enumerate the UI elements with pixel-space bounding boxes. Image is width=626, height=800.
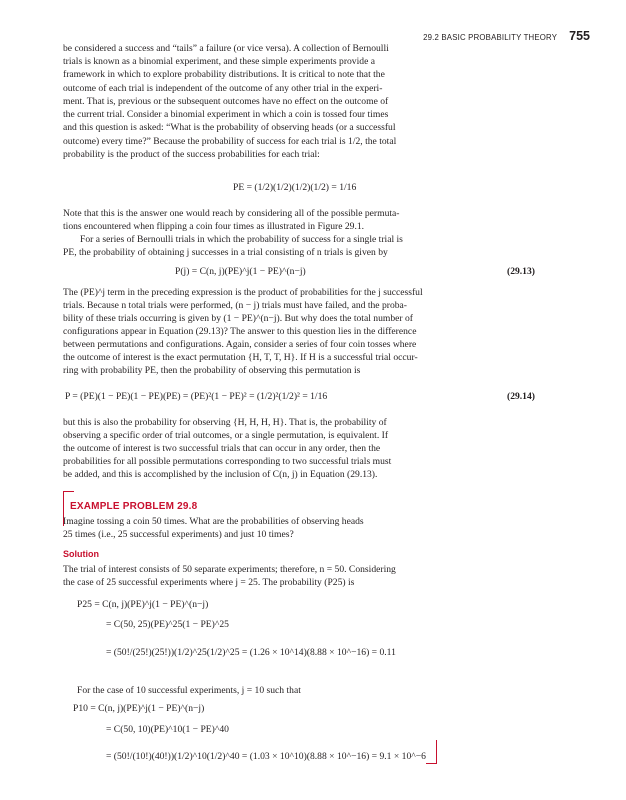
p10-step: = C(50, 10)(PE)^10(1 − PE)^40 bbox=[106, 724, 229, 735]
intro-line: outcome of each trial is independent of the outcome of any other trial in the experi- bbox=[63, 83, 383, 94]
p25-step: P25 = C(n, j)(PE)^j(1 − PE)^(n−j) bbox=[77, 599, 209, 610]
para2-line: The (PE)^j term in the preceding expression is the product of probabilities for the j successful bbox=[63, 287, 423, 298]
mid-line: Note that this is the answer one would reach by considering all of the possible permuta- bbox=[63, 208, 400, 219]
para3-line: observing a specific order of trial outcomes, or a single permutation, is equivalent. If bbox=[63, 430, 389, 441]
equation-29-14: P = (PE)(1 − PE)(1 − PE)(PE) = (PE)²(1 − PE)² = (1/2)²(1/2)² = 1/16 bbox=[65, 391, 328, 402]
para2-line: trials. Because n total trials were performed, (n − j) trials must have failed, and the proba- bbox=[63, 300, 408, 311]
question-line: Imagine tossing a coin 50 times. What are the probabilities of observing heads bbox=[63, 516, 364, 527]
para2-line: between permutations and configurations. Again, consider a series of four coin tosses where bbox=[63, 339, 417, 350]
question-line: 25 times (i.e., 25 successful experiments) and just 10 times? bbox=[63, 529, 294, 540]
intro-line: framework in which to explore probability distributions. It is critical to note that the bbox=[63, 69, 385, 80]
para2-line: the outcome of interest is the exact permutation {H, T, T, H}. If H is a successful trial occur- bbox=[63, 352, 418, 363]
mid-line: tions encountered when flipping a coin four times as illustrated in Figure 29.1. bbox=[63, 221, 365, 232]
case10-line: For the case of 10 successful experiments, j = 10 such that bbox=[77, 685, 301, 696]
equation-29-13: P(j) = C(n, j)(PE)^j(1 − PE)^(n−j) bbox=[175, 266, 306, 277]
page-number: 755 bbox=[569, 29, 590, 43]
intro-line: ment. That is, previous or the subsequent outcomes have no effect on the outcome of bbox=[63, 96, 389, 107]
para3-line: but this is also the probability for observing {H, H, H, H}. That is, the probability of bbox=[63, 417, 387, 428]
solution-heading: Solution bbox=[63, 549, 99, 559]
solution-line: the case of 25 successful experiments where j = 25. The probability (P25) is bbox=[63, 577, 355, 588]
intro-line: be considered a success and “tails” a failure (or vice versa). A collection of Bernoulli bbox=[63, 43, 389, 54]
para3-line: be added, and this is accomplished by the inclusion of C(n, j) in Equation (29.13). bbox=[63, 469, 378, 480]
para2-line: bility of these trials occurring is given by (1 − PE)^(n−j). But why does the total number of bbox=[63, 313, 413, 324]
mid-line: PE, the probability of obtaining j successes in a trial consisting of n trials is given by bbox=[63, 247, 388, 258]
para3-line: probabilities for all possible permutations corresponding to two successful trials must bbox=[63, 456, 392, 467]
example-end-bracket bbox=[426, 740, 437, 764]
p10-step: P10 = C(n, j)(PE)^j(1 − PE)^(n−j) bbox=[73, 703, 205, 714]
mid-line: For a series of Bernoulli trials in which the probability of success for a single trial is bbox=[80, 234, 403, 245]
equation-number: (29.14) bbox=[507, 391, 535, 402]
intro-line: trials is known as a binomial experiment, and these simple experiments provide a bbox=[63, 56, 375, 67]
example-title: EXAMPLE PROBLEM 29.8 bbox=[70, 501, 198, 512]
solution-line: The trial of interest consists of 50 separate experiments; therefore, n = 50. Considering bbox=[63, 564, 396, 575]
section-title: 29.2 BASIC PROBABILITY THEORY bbox=[423, 33, 558, 42]
equation-number: (29.13) bbox=[507, 266, 535, 277]
intro-line: the current trial. Consider a binomial experiment in which a coin is tossed four times bbox=[63, 109, 389, 120]
para2-line: ring with probability PE, then the probability of observing this permutation is bbox=[63, 365, 361, 376]
intro-line: and this question is asked: “What is the probability of observing heads (or a successful bbox=[63, 122, 396, 133]
intro-line: outcome) every time?” Because the probability of success for each trial is 1/2, the total bbox=[63, 136, 397, 147]
p25-step: = (50!/(25!)(25!))(1/2)^25(1/2)^25 = (1.26 × 10^14)(8.88 × 10^−16) = 0.11 bbox=[106, 647, 396, 658]
p10-step: = (50!/(10!)(40!))(1/2)^10(1/2)^40 = (1.03 × 10^10)(8.88 × 10^−16) = 9.1 × 10^−6 bbox=[106, 751, 426, 762]
para2-line: configurations appear in Equation (29.13)? The answer to this question lies in the difference bbox=[63, 326, 417, 337]
para3-line: the outcome of interest is two successful trials that can occur in any order, then the bbox=[63, 443, 381, 454]
p25-step: = C(50, 25)(PE)^25(1 − PE)^25 bbox=[106, 619, 229, 630]
intro-line: probability is the product of the success probabilities for each trial: bbox=[63, 149, 320, 160]
equation-pe: PE = (1/2)(1/2)(1/2)(1/2) = 1/16 bbox=[233, 182, 357, 193]
